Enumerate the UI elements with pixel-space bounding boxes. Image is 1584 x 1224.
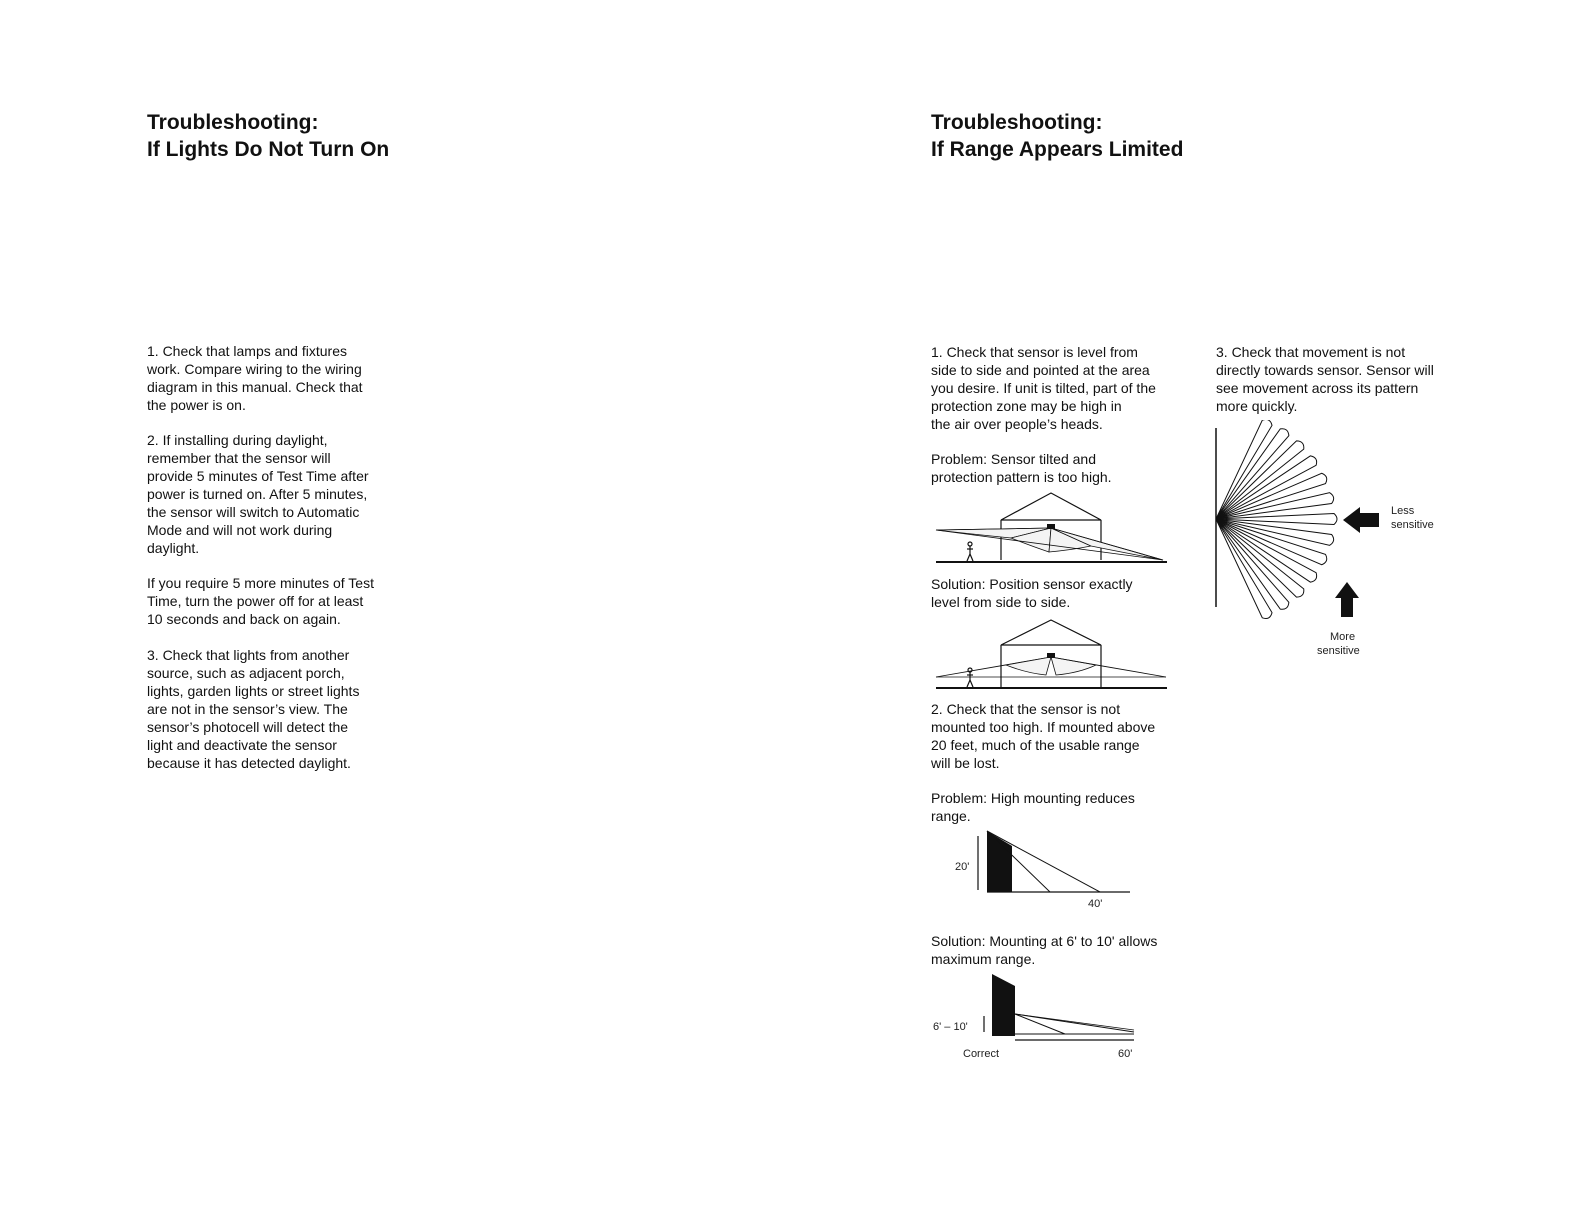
left-step2-text: 2. If installing during daylight, remember that the sensor will provide 5 minutes of Test Time after power is turned on. After 5 minutes, the sensor will switch to Automatic Mode and will not work during daylight. <box>147 432 369 556</box>
range-label: 40' <box>1088 898 1103 910</box>
left-title-line2: If Lights Do Not Turn On <box>147 138 390 161</box>
range-label: 60' <box>1118 1048 1133 1060</box>
problem2-caption: Problem: High mounting reduces range. <box>931 790 1135 824</box>
correct-mounting-figure <box>930 970 1145 1065</box>
right-step2-text: 2. Check that the sensor is not mounted too high. If mounted above 20 feet, much of the usable range will be lost. <box>931 701 1156 771</box>
sensitivity-fan-figure <box>1205 420 1455 670</box>
solution2-caption: Solution: Mounting at 6' to 10' allows maximum range. <box>931 933 1158 967</box>
more-label: More <box>1330 631 1356 643</box>
sensor-unit <box>1047 653 1055 658</box>
wall-block <box>992 974 1015 1036</box>
right-title-line1: Troubleshooting: <box>931 111 1103 134</box>
problem1-caption: Problem: Sensor tilted and protection pattern is too high. <box>931 451 1112 485</box>
left-test-time-text: If you require 5 more minutes of Test Time, turn the power off for at least 10 seconds and back on again. <box>147 575 374 627</box>
right-step3-text: 3. Check that movement is not directly towards sensor. Sensor will see movement across its pattern more quickly. <box>1216 344 1434 414</box>
sensor-unit <box>1047 524 1055 529</box>
level-sensor-figure <box>931 615 1171 695</box>
height-label: 6' – 10' <box>933 1021 968 1033</box>
solution1-caption: Solution: Position sensor exactly level from side to side. <box>931 576 1133 610</box>
height-label: 20' <box>955 861 970 873</box>
person-icon <box>967 542 973 561</box>
correct-label: Correct <box>963 1048 1000 1060</box>
left-step1-text: 1. Check that lamps and fixtures work. Compare wiring to the wiring diagram in this manual. Check that the power is on. <box>147 343 363 413</box>
arrow-up-icon <box>1335 582 1359 617</box>
arrow-left-icon <box>1343 507 1379 533</box>
left-page-title <box>147 109 389 163</box>
less-label: sensitive <box>1391 519 1434 531</box>
right-step1-text: 1. Check that sensor is level from side to side and pointed at the area you desire. If unit is tilted, part of the protection zone may be high in the air over people’s heads. <box>931 344 1156 432</box>
right-title-line2: If Range Appears Limited <box>931 138 1184 161</box>
less-label: Less <box>1391 505 1415 517</box>
detection-fan <box>1216 420 1337 619</box>
right-page-title <box>931 109 1183 163</box>
wall-block <box>987 831 1012 892</box>
high-mounting-figure <box>940 826 1140 916</box>
more-label: sensitive <box>1317 645 1360 657</box>
left-title-line1: Troubleshooting: <box>147 111 319 134</box>
tilted-sensor-figure <box>931 490 1171 565</box>
range-ray <box>1015 1014 1134 1030</box>
left-step3-text: 3. Check that lights from another source, such as adjacent porch, lights, garden lights or street lights are not in the sensor’s view. The sensor’s photocell will detect the light and deactivate the sensor because it has detected daylight. <box>147 647 360 771</box>
